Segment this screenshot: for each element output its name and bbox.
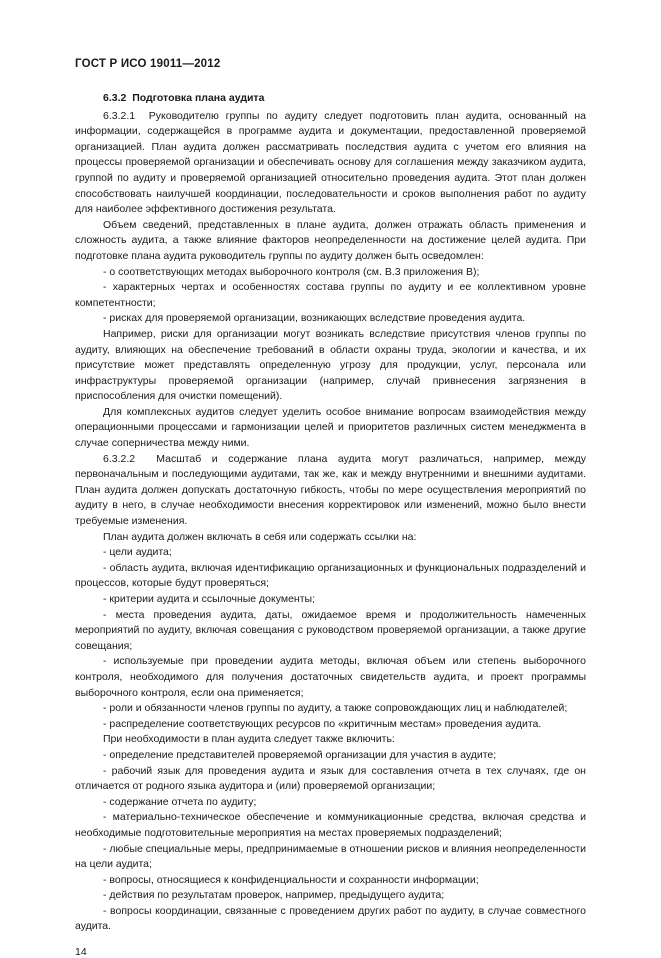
- page-number: 14: [75, 946, 87, 958]
- list-item: - критерии аудита и ссылочные документы;: [103, 593, 315, 605]
- list-item: - рисках для проверяемой организации, возникающих вследствие проведения аудита.: [103, 312, 526, 325]
- list-item: - места проведения аудита, даты, ожидаемое время и продолжительность намеченных мероприятий по аудиту, включая совещания с руководством проверяемой организации, а также другие совещания;: [75, 608, 586, 652]
- document-body: [75, 91, 586, 935]
- list-item: - содержание отчета по аудиту;: [103, 795, 257, 808]
- list-item: - вопросы координации, связанные с проведением других работ по аудиту, в случае совместного аудита.: [75, 904, 586, 933]
- list-item: - любые специальные меры, предпринимаемые в отношении рисков и влияния неопределенности на цели аудита;: [75, 842, 586, 871]
- list-item: - характерных чертах и особенностях состава группы по аудиту и ее коллективном уровне компетентности;: [75, 281, 586, 309]
- paragraph: Например, риски для организации могут возникать вследствие присутствия членов группы по аудиту, влияющих на обеспечение требований в области охраны труда, экологии и качества, и их присутствие может представлять определенную угрозу для продукции, услуг, персонала или инфраструктуры проверяемой организации (например, случай привнесения загрязнения в приспособления для очистки помещений).: [75, 327, 586, 403]
- document-header: ГОСТ Р ИСО 19011—2012: [75, 58, 221, 70]
- list-item: - о соответствующих методах выборочного контроля (см. В.3 приложения В);: [103, 265, 480, 278]
- list-item: - определение представителей проверяемой организации для участия в аудите;: [103, 748, 497, 761]
- paragraph: Для комплексных аудитов следует уделить особое внимание вопросам взаимодействия между операционными процессами и гармонизации целей и приоритетов различных систем менеджмента в случае соперничества между ними.: [75, 405, 586, 450]
- list-item: - рабочий язык для проведения аудита и язык для составления отчета в тех случаях, где он отличается от родного языка аудитора и (или) проверяемой организации;: [75, 764, 586, 793]
- list-item: - область аудита, включая идентификацию организационных и функциональных подразделений и процессов, которые будут проверяться;: [75, 561, 586, 590]
- paragraph: Объем сведений, представленных в плане аудита, должен отражать область применения и сложность аудита, а также влияние факторов неопределенности на достижение целей аудита. При подготовке плана аудита руководитель группы по аудиту должен быть осведомлен:: [75, 218, 586, 262]
- section-heading: 6.3.2 Подготовка плана аудита: [103, 92, 265, 104]
- list-item: - материально-техническое обеспечение и коммуникационные средства, включая средства и необходимые подготовительные мероприятия на местах проверяемых подразделений;: [75, 811, 586, 839]
- list-item: - используемые при проведении аудита методы, включая объем или степень выборочного контроля, необходимого для получения достаточных свидетельств аудита, и проект программы выборочного контроля, если она применяется;: [75, 655, 586, 699]
- paragraph: План аудита должен включать в себя или содержать ссылки на:: [103, 530, 417, 543]
- paragraph: 6.3.2.1 Руководителю группы по аудиту следует подготовить план аудита, основанный на информации, содержащейся в программе аудита и документации, предоставленной проверяемой организацией. План аудита должен рассматривать последствия аудита с учетом его влияния на процессы проверяемой организации и обеспечивать основу для соглашения между заказчиком аудита, группой по аудиту и проверяемой организацией относительно проведения аудита. Этот план должен способствовать наилучшей координации, последовательности и сроков выполнения работ по аудиту для наиболее эффективного достижения результата.: [75, 109, 586, 216]
- paragraph: При необходимости в план аудита следует также включить:: [103, 733, 395, 746]
- list-item: - цели аудита;: [103, 546, 172, 559]
- list-item: - действия по результатам проверок, например, предыдущего аудита;: [103, 889, 445, 902]
- list-item: - вопросы, относящиеся к конфиденциальности и сохранности информации;: [103, 873, 479, 886]
- list-item: - роли и обязанности членов группы по аудиту, а также сопровождающих лиц и наблюдателей;: [103, 702, 568, 715]
- list-item: - распределение соответствующих ресурсов по «критичным местам» проведения аудита.: [103, 717, 542, 730]
- paragraph: 6.3.2.2 Масштаб и содержание плана аудита могут различаться, например, между первоначальным и последующими аудитами, так же, как и между внутренними и внешними аудитами. План аудита должен допускать достаточную гибкость, чтобы по мере осуществления мероприятий по аудиту в него, в случае необходимости внесения корректировок или изменений, можно было внести требуемые изменения.: [75, 452, 586, 528]
